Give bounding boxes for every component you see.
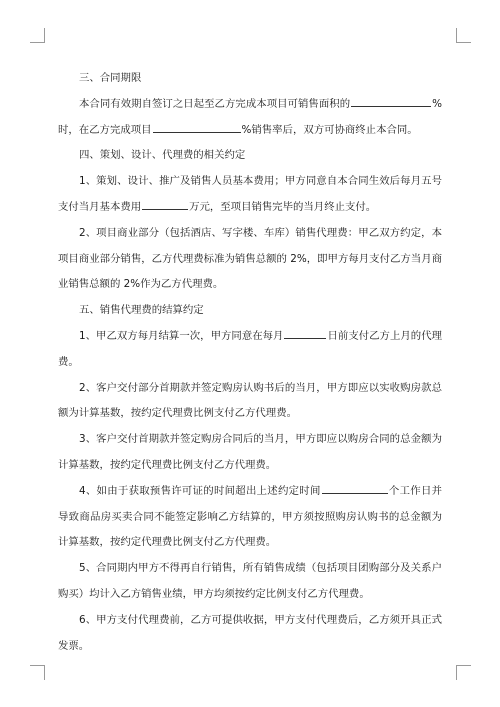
contract-term-paragraph [58,92,442,144]
crop-mark-bottom-right [456,665,471,680]
section-5-heading: 五、销售代理费的结算约定 [79,304,204,317]
blank-payment-day [284,327,326,339]
fee-item-1-text-b: 万元，至项目销售完毕的当月终止支付。 [189,200,377,213]
settlement-item-6: 6、甲方支付代理费前，乙方可提供收据，甲方支付代理费后，乙方须开具正式发票。 [58,613,442,652]
blank-sales-rate [153,121,241,133]
fee-item-2: 2、项目商业部分（包括酒店、写字楼、车库）销售代理费：甲乙双方约定，本项目商业部分销售，乙方代理费标准为销售总额的 2%，即甲方每月支付乙方当月商业销售总额的 2%作为乙方代理费。 [58,226,442,291]
settlement-item-4-text-a: 4、如由于获取预售许可证的时间超出上述约定时间 [79,484,321,497]
crop-mark-bottom-left [30,665,45,680]
settlement-item-1 [58,324,442,376]
settlement-item-1-text-a: 1、甲乙双方每月结算一次，甲方同意在每月 [79,329,284,342]
contract-term-text-a: 本合同有效期自签订之日起至乙方完成本项目可销售面积的 [79,97,351,110]
blank-area-percent [351,95,431,107]
settlement-item-2: 2、客户交付部分首期款并签定购房认购书后的当月，甲方即应以实收购房款总额为计算基数，按约定代理费比例支付乙方代理费。 [58,381,442,420]
contract-term-text-b: %时，在乙方完成项目 [58,97,442,136]
blank-base-fee [142,198,188,210]
fee-item-1-text-a: 1、策划、设计、推广及销售人员基本费用；甲方同意自本合同生效后每月五号支付当月基本费用 [58,175,442,213]
section-4-heading: 四、策划、设计、代理费的相关约定 [79,149,246,162]
settlement-item-4-text-b: 个工作日并导致商品房买卖合同不能签定影响乙方结算的，甲方须按照购房认购书的总金额为计算基数，按约定代理费比例支付乙方代理费。 [58,484,443,549]
settlement-item-4 [58,479,442,556]
crop-mark-top-right [456,28,471,43]
settlement-item-3: 3、客户交付首期款并签定购房合同后的当月，甲方即应以购房合同的总金额为计算基数，按约定代理费比例支付乙方代理费。 [58,433,442,471]
document-body [58,66,442,659]
settlement-item-5: 5、合同期内甲方不得再自行销售，所有销售成绩（包括项目团购部分及关系户购买）均计入乙方销售业绩，甲方均须按约定比例支付乙方代理费。 [58,562,442,600]
fee-item-1 [58,169,442,221]
crop-mark-top-left [30,28,45,43]
section-3-heading: 三、合同期限 [79,72,142,84]
contract-term-text-c: %销售率后，双方可协商终止本合同。 [241,123,418,136]
blank-working-days [322,482,388,494]
settlement-item-1-text-b: 日前支付乙方上月的代理费。 [58,329,443,368]
